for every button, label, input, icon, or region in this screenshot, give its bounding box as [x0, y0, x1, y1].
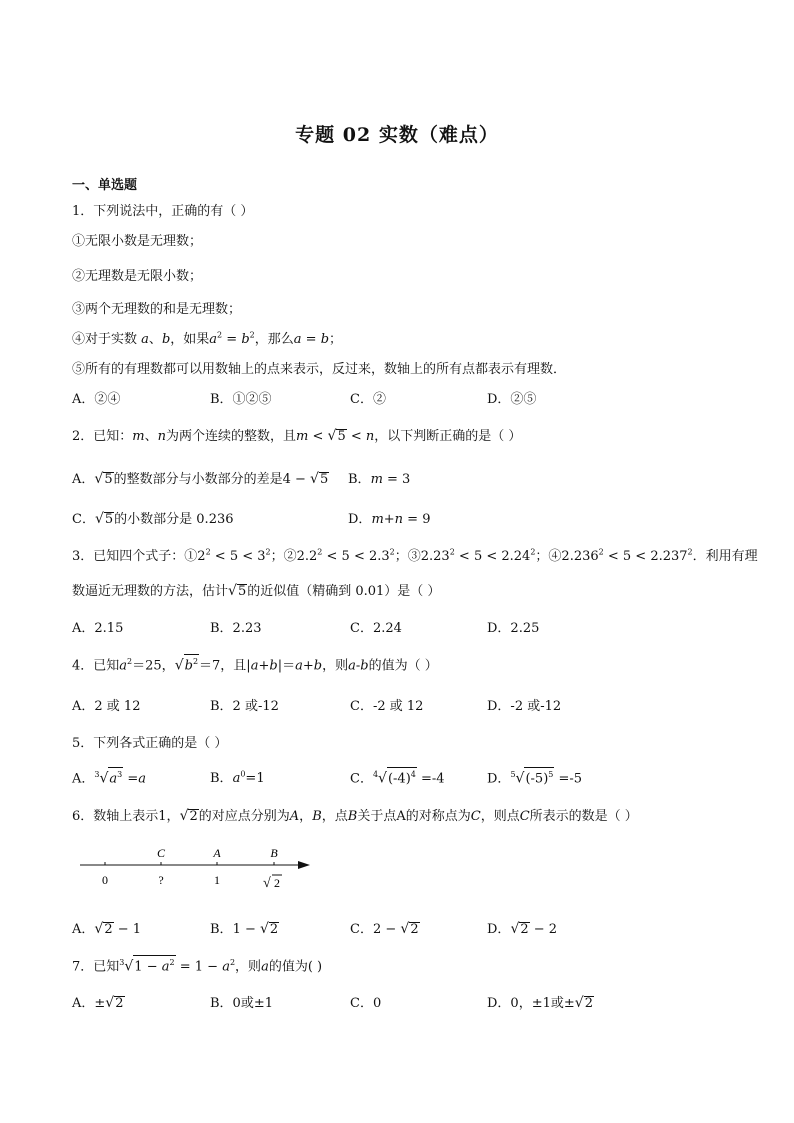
value-sqrt2-radical: √: [263, 876, 271, 891]
q5-option-c[interactable]: C．$^4√(-4)^4 =-4$: [350, 767, 445, 786]
q4-option-d[interactable]: D．-2 或-12: [487, 699, 562, 714]
value-0: 0: [102, 873, 108, 887]
q4-option-c[interactable]: C．-2 或 12: [350, 699, 424, 714]
label-b: B: [270, 846, 278, 860]
number-line-arrow: [298, 861, 310, 869]
q7-option-b[interactable]: B．0或±1: [210, 996, 273, 1011]
page-title: 专题 02 实数（难点）: [295, 124, 499, 146]
q3-option-d[interactable]: D．2.25: [487, 621, 540, 636]
q6-option-d[interactable]: D．√2 − 2: [487, 921, 558, 937]
q1-statement-3: ③两个无理数的和是无理数；: [72, 302, 242, 317]
q1-stem: 1．下列说法中，正确的有（ ）: [72, 204, 254, 219]
q7-option-d[interactable]: D．0，±1或±√2: [487, 995, 593, 1011]
q2-option-a[interactable]: A．√5的整数部分与小数部分的差是4 − √5: [72, 471, 329, 487]
q2-option-c[interactable]: C．√5的小数部分是 0.236: [72, 511, 234, 527]
q6-option-b[interactable]: B．1 − √2: [210, 921, 279, 937]
q1-statement-4: ④对于实数 a、b，如果$a^2 = b^2$，那么a = b；: [72, 330, 343, 347]
q2-option-d[interactable]: D．m+n = 9: [348, 512, 431, 527]
q7-option-a[interactable]: A．±√2: [72, 995, 124, 1011]
q1-option-c[interactable]: C．②: [350, 392, 386, 407]
q2-option-b[interactable]: B．m = 3: [348, 472, 411, 487]
value-1: 1: [214, 873, 220, 887]
q6-option-c[interactable]: C．2 − √2: [350, 921, 419, 937]
q1-statement-5: ⑤所有的有理数都可以用数轴上的点来表示，反过来，数轴上的所有点都表示有理数．: [72, 362, 567, 377]
q3-option-c[interactable]: C．2.24: [350, 621, 402, 636]
q5-option-d[interactable]: D．$^5√(-5)^5 =-5$: [487, 767, 582, 786]
q1-option-a[interactable]: A．②④: [72, 392, 121, 407]
q1-statement-2: ②无理数是无限小数；: [72, 269, 203, 284]
q4-stem: 4．已知$a^2=25$，$√b^2=7$，且|a+b|＝a+b，则a-b的值为（ ）: [72, 654, 438, 673]
q3-option-b[interactable]: B．2.23: [210, 621, 262, 636]
q5-option-b[interactable]: B．$a^0=1$: [210, 769, 265, 786]
q7-stem: 7．已知$^3√1 - a^2 = 1 - a^2$，则a的值为( ): [72, 955, 322, 974]
q1-statement-1: ①无限小数是无理数；: [72, 234, 203, 249]
q2-stem: 2．已知：m、n为两个连续的整数，且m < √5 < n，以下判断正确的是（ ）: [72, 428, 522, 444]
q7-option-c[interactable]: C．0: [350, 996, 382, 1011]
q3-stem-line1: 3．已知四个式子：$①2^2 < 5 < 3^2$；$②2.2^2 < 5 < 2.3^2$；$③2.23^2 < 5 < 2.24^2$；$④2.236^2 < 5 < 2.237^2$．利用有理: [72, 547, 758, 564]
q6-stem: 6．数轴上表示1，√2的对应点分别为A，B，点B关于点A的对称点为C，则点C所表示的数是（ ）: [72, 808, 638, 824]
section-heading: 一、单选题: [72, 178, 138, 193]
value-sqrt2-radicand: 2: [274, 876, 280, 890]
value-unknown: ?: [158, 873, 164, 887]
q1-option-b[interactable]: B．①②⑤: [210, 392, 272, 407]
q3-option-a[interactable]: A．2.15: [72, 621, 124, 636]
number-line-figure: [80, 840, 320, 900]
label-c: C: [156, 846, 166, 860]
q6-option-a[interactable]: A．√2 − 1: [72, 921, 142, 937]
q5-stem: 5．下列各式正确的是（ ）: [72, 736, 228, 751]
label-a: A: [213, 846, 221, 860]
q4-option-a[interactable]: A．2 或 12: [72, 699, 141, 714]
q5-option-a[interactable]: A．$^3√a^3 =a$: [72, 767, 146, 786]
q4-option-b[interactable]: B．2 或-12: [210, 699, 279, 714]
q3-stem-line2: 数逼近无理数的方法，估计√5的近似值（精确到 0.01）是（ ）: [72, 583, 441, 599]
q1-option-d[interactable]: D．②⑤: [487, 392, 537, 407]
